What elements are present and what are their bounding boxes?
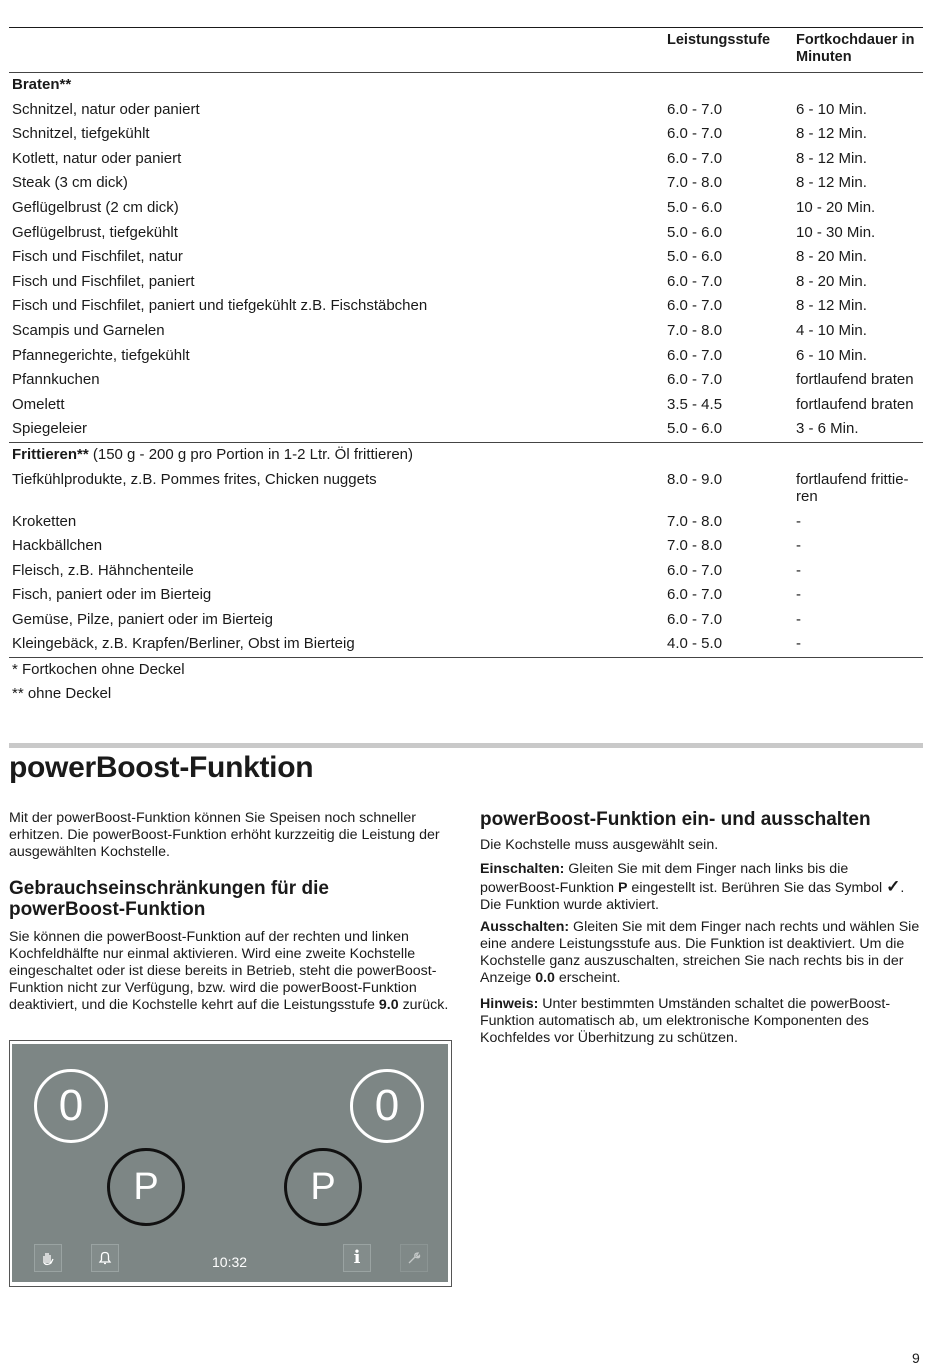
table-row bbox=[9, 270, 923, 295]
switch-on-label: Einschalten: bbox=[480, 861, 565, 877]
dish-cell: Gemüse, Pilze, paniert oder im Bierteig bbox=[12, 610, 273, 628]
intro-paragraph: Mit der powerBoost-Funktion können Sie Speisen noch schneller erhitzen. Die powerBoost-Funktion erhöht kurzzeitig die Leistung der ausgewählten Kochstelle. bbox=[9, 810, 440, 860]
table-row bbox=[9, 221, 923, 246]
info-icon[interactable]: i bbox=[343, 1244, 371, 1272]
dish-cell: Omelett bbox=[12, 395, 65, 413]
power-level-cell: 6.0 - 7.0 bbox=[667, 346, 723, 364]
dish-cell: Hackbällchen bbox=[12, 537, 103, 555]
bell-icon[interactable] bbox=[91, 1244, 119, 1272]
control-panel-illustration bbox=[9, 1040, 452, 1287]
table-row bbox=[9, 534, 923, 559]
header-cooking-time bbox=[796, 32, 916, 66]
dish-cell: Schnitzel, natur oder paniert bbox=[12, 100, 200, 118]
switch-off-text: Gleiten Sie mit dem Finger nach rechts und wählen Sie eine andere Leistungsstufe aus. Die Funktion ist deaktiviert. Um die Kochstelle ganz auszuschalten, streichen Sie nach rechts bis in der Anzeige bbox=[480, 919, 920, 986]
cooking-time-cell: 10 - 30 Min. bbox=[796, 223, 876, 241]
dish-cell: Kleingebäck, z.B. Krapfen/Berliner, Obst im Bierteig bbox=[12, 635, 355, 653]
table-row bbox=[9, 559, 923, 584]
wrench-glyph bbox=[405, 1249, 423, 1267]
powerboost-left-button[interactable]: P bbox=[107, 1148, 185, 1226]
table-row bbox=[9, 147, 923, 172]
header-cooking-time-text: Fortkochdauer in Minuten bbox=[796, 32, 915, 65]
dish-cell: Fisch und Fischfilet, paniert bbox=[12, 272, 195, 290]
cooking-time-cell: fortlaufend braten bbox=[796, 395, 914, 413]
dish-cell: Fisch und Fischfilet, natur bbox=[12, 248, 183, 266]
note-text: Unter bestimmten Umständen schaltet die powerBoost-Funktion automatisch ab, um elektronische Komponenten des Kochfeldes vor Überhitzung zu schützen. bbox=[480, 996, 891, 1046]
table-row bbox=[9, 417, 923, 442]
right-zone-level[interactable]: 0 bbox=[350, 1069, 424, 1143]
table-row bbox=[9, 510, 923, 535]
footnote-1 bbox=[9, 658, 923, 682]
table-row bbox=[9, 294, 923, 319]
table-row bbox=[9, 468, 923, 510]
cooking-table bbox=[9, 27, 923, 706]
left-zone-level[interactable]: 0 bbox=[34, 1069, 108, 1143]
cooking-time-cell: - bbox=[796, 635, 801, 653]
footnote-2-text: ** ohne Deckel bbox=[12, 685, 112, 703]
table-row bbox=[9, 171, 923, 196]
table-header bbox=[9, 28, 923, 73]
switch-on-text-3: . Die Funktion wurde aktiviert. bbox=[480, 880, 905, 913]
section-note: (150 g - 200 g pro Portion in 1-2 Ltr. Öl frittieren) bbox=[88, 445, 414, 463]
power-level-cell: 6.0 - 7.0 bbox=[667, 297, 723, 315]
dish-cell: Kotlett, natur oder paniert bbox=[12, 149, 182, 167]
power-level-cell: 4.0 - 5.0 bbox=[667, 635, 723, 653]
switch-off-label: Ausschalten: bbox=[480, 919, 570, 935]
cooking-time-cell: 8 - 12 Min. bbox=[796, 125, 867, 143]
restrictions-text: Sie können die powerBoost-Funktion auf der rechten und linken Kochfeldhälfte nur einmal aktivieren. Wird eine zweite Kochstelle eingeschaltet oder ist diese bereits in Betrieb, steht die powerBoost-Funktion nicht zur Verfügung, bzw. wird die powerBoost-Funktion deaktiviert, und die Kochstelle kehrt auf die Leistungsstufe bbox=[9, 929, 437, 1013]
power-level-cell: 6.0 - 7.0 bbox=[667, 561, 723, 579]
power-level-cell: 7.0 - 8.0 bbox=[667, 512, 723, 530]
switch-on-paragraph bbox=[480, 861, 922, 914]
power-level-cell: 3.5 - 4.5 bbox=[667, 395, 723, 413]
cooking-time-cell: - bbox=[796, 586, 801, 604]
table-row bbox=[9, 393, 923, 418]
power-level-cell: 6.0 - 7.0 bbox=[667, 149, 723, 167]
section-label: Braten** bbox=[12, 76, 72, 93]
table-row bbox=[9, 608, 923, 633]
dish-cell: Pfannkuchen bbox=[12, 371, 100, 389]
cooking-time-cell: 8 - 12 Min. bbox=[796, 297, 867, 315]
table-row bbox=[9, 319, 923, 344]
power-level-cell: 6.0 - 7.0 bbox=[667, 272, 723, 290]
powerboost-symbol: P bbox=[618, 880, 628, 896]
power-level-cell: 6.0 - 7.0 bbox=[667, 125, 723, 143]
page-title: powerBoost-Funktion bbox=[9, 751, 314, 784]
wrench-icon[interactable] bbox=[400, 1244, 428, 1272]
restrictions-text-end: zurück. bbox=[398, 997, 449, 1013]
page-number: 9 bbox=[912, 1350, 920, 1366]
header-power-level: Leistungsstufe bbox=[667, 32, 771, 48]
table-row bbox=[9, 632, 923, 657]
checkmark-icon: ✓ bbox=[886, 877, 901, 896]
section-bar bbox=[9, 743, 923, 748]
wipe-protection-icon[interactable] bbox=[34, 1244, 62, 1272]
dish-cell: Scampis und Garnelen bbox=[12, 321, 165, 339]
restrictions-heading: Gebrauchseinschränkungen für die powerBoost-Funktion bbox=[9, 878, 329, 920]
switch-on-text-2: eingestellt ist. Berühren Sie das Symbol bbox=[627, 880, 887, 896]
table-row bbox=[9, 344, 923, 369]
section-braten bbox=[9, 73, 923, 98]
power-level-cell: 6.0 - 7.0 bbox=[667, 100, 723, 118]
onoff-precondition: Die Kochstelle muss ausgewählt sein. bbox=[480, 837, 719, 853]
cooking-time-cell: 10 - 20 Min. bbox=[796, 198, 876, 216]
cooking-time-cell: 8 - 20 Min. bbox=[796, 272, 867, 290]
dish-cell: Fisch und Fischfilet, paniert und tiefgekühlt z.B. Fischstäbchen bbox=[12, 297, 428, 315]
switch-on-text: Gleiten Sie mit dem Finger nach links bis die powerBoost-Funktion bbox=[480, 861, 849, 896]
dish-cell: Fisch, paniert oder im Bierteig bbox=[12, 586, 212, 604]
frittieren-rows bbox=[9, 468, 923, 658]
power-level-cell: 6.0 - 7.0 bbox=[667, 586, 723, 604]
power-level-cell: 7.0 - 8.0 bbox=[667, 537, 723, 555]
dish-cell: Pfannegerichte, tiefgekühlt bbox=[12, 346, 190, 364]
restrictions-paragraph bbox=[9, 929, 454, 1014]
hand-icon bbox=[39, 1249, 57, 1267]
power-level-cell: 5.0 - 6.0 bbox=[667, 223, 723, 241]
power-level-cell: 7.0 - 8.0 bbox=[667, 174, 723, 192]
footnote-2 bbox=[9, 682, 923, 706]
table-row bbox=[9, 245, 923, 270]
footnote-1-text: * Fortkochen ohne Deckel bbox=[12, 661, 185, 679]
cooking-time-cell: 8 - 12 Min. bbox=[796, 149, 867, 167]
table-row bbox=[9, 196, 923, 221]
power-level-cell: 5.0 - 6.0 bbox=[667, 198, 723, 216]
section-label-bold: Frittieren** bbox=[12, 445, 89, 463]
power-level-cell: 7.0 - 8.0 bbox=[667, 321, 723, 339]
cooking-time-cell: - bbox=[796, 561, 801, 579]
onoff-heading: powerBoost-Funktion ein- und ausschalten bbox=[480, 809, 871, 830]
display-zero: 0.0 bbox=[535, 970, 555, 986]
dish-cell: Geflügelbrust, tiefgekühlt bbox=[12, 223, 178, 241]
cooking-time-cell: 6 - 10 Min. bbox=[796, 346, 867, 364]
cooking-time-cell: fortlaufend braten bbox=[796, 371, 914, 389]
note-label: Hinweis: bbox=[480, 996, 539, 1012]
table-row bbox=[9, 98, 923, 123]
timer-display: 10:32 bbox=[212, 1254, 248, 1270]
cooking-time-cell: 6 - 10 Min. bbox=[796, 100, 867, 118]
control-panel bbox=[12, 1044, 448, 1282]
note-paragraph bbox=[480, 996, 922, 1047]
cooking-time-cell: 4 - 10 Min. bbox=[796, 321, 867, 339]
cooking-time-cell: 8 - 12 Min. bbox=[796, 174, 867, 192]
section-frittieren bbox=[9, 443, 923, 468]
cooking-time-cell: fortlaufend frittie-ren bbox=[796, 470, 909, 505]
bell-glyph bbox=[96, 1249, 114, 1267]
power-level-cell: 6.0 - 7.0 bbox=[667, 371, 723, 389]
section-label bbox=[12, 446, 413, 463]
dish-cell: Schnitzel, tiefgekühlt bbox=[12, 125, 150, 143]
cooking-time-cell: 3 - 6 Min. bbox=[796, 420, 859, 438]
cooking-time-cell: 8 - 20 Min. bbox=[796, 248, 867, 266]
cooking-time-cell: - bbox=[796, 610, 801, 628]
table-row bbox=[9, 122, 923, 147]
switch-off-paragraph bbox=[480, 919, 922, 987]
dish-cell: Spiegeleier bbox=[12, 420, 88, 438]
power-level-cell: 5.0 - 6.0 bbox=[667, 248, 723, 266]
cooking-time-cell: - bbox=[796, 537, 801, 555]
table-row bbox=[9, 583, 923, 608]
power-level-cell: 6.0 - 7.0 bbox=[667, 610, 723, 628]
cooking-time-cell: - bbox=[796, 512, 801, 530]
restrictions-level: 9.0 bbox=[378, 997, 399, 1013]
dish-cell: Geflügelbrust (2 cm dick) bbox=[12, 198, 179, 216]
power-level-cell: 8.0 - 9.0 bbox=[667, 470, 723, 488]
braten-rows bbox=[9, 98, 923, 442]
dish-cell: Kroketten bbox=[12, 512, 77, 530]
dish-cell: Fleisch, z.B. Hähnchenteile bbox=[12, 561, 194, 579]
power-level-cell: 5.0 - 6.0 bbox=[667, 420, 723, 438]
dish-cell: Steak (3 cm dick) bbox=[12, 174, 128, 192]
powerboost-right-button[interactable]: P bbox=[284, 1148, 362, 1226]
dish-cell: Tiefkühlprodukte, z.B. Pommes frites, Chicken nuggets bbox=[12, 470, 377, 488]
switch-off-text-2: erscheint. bbox=[554, 970, 621, 986]
table-row bbox=[9, 368, 923, 393]
